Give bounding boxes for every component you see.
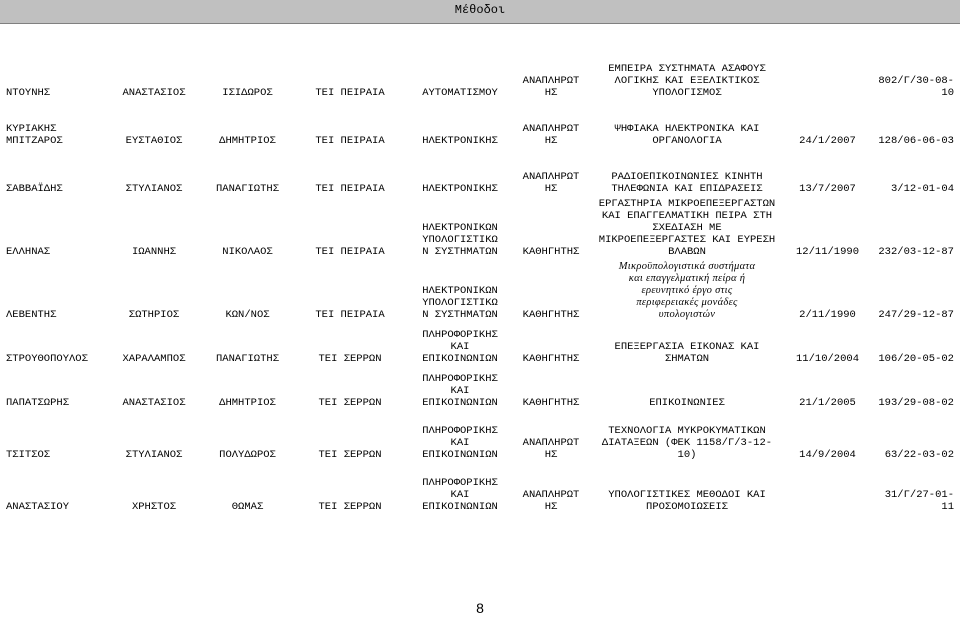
cell-surname: ΕΛΛΗΝΑΣ (6, 246, 51, 258)
cell-surname: ΚΥΡΙΑΚΗΣ ΜΠΙΤΖΑΡΟΣ (6, 123, 63, 147)
cell-department: ΑΥΤΟΜΑΤΙΣΜΟΥ (422, 87, 498, 99)
cell-rank: ΑΝΑΠΛΗΡΩΤ ΗΣ (522, 123, 580, 147)
cell-date (787, 464, 868, 516)
cell-institution: ΤΕΙ ΠΕΙΡΑΙΑ (315, 309, 385, 321)
header-bar (0, 0, 960, 24)
faculty-table (0, 40, 960, 516)
cell-fek: 31/Γ/27-01- 11 (884, 489, 954, 513)
cell-date: 13/7/2007 (799, 183, 856, 195)
cell-fek: 106/20-05-02 (878, 353, 954, 365)
cell-father-name: ΝΙΚΟΛΑΟΣ (222, 246, 273, 258)
header-title: Μέθοδοι (454, 3, 506, 17)
cell-subject: ΕΜΠΕΙΡΑ ΣΥΣΤΗΜΑΤΑ ΑΣΑΦΟΥΣ ΛΟΓΙΚΗΣ ΚΑΙ ΕΞΕΛΙΚΤΙΚΟΣ ΥΠΟΛΟΓΙΣΜΟΣ (608, 63, 766, 99)
table-row (0, 412, 960, 464)
table-row (0, 198, 960, 261)
cell-fek: 128/06-06-03 (878, 135, 954, 147)
cell-date: 21/1/2005 (799, 397, 856, 409)
table-row (0, 40, 960, 102)
cell-fek: 193/29-08-02 (878, 397, 954, 409)
cell-department: ΗΛΕΚΤΡΟΝΙΚΩΝ ΥΠΟΛΟΓΙΣΤΙΚΩ Ν ΣΥΣΤΗΜΑΤΩΝ (422, 285, 498, 321)
cell-first-name: ΧΡΗΣΤΟΣ (131, 501, 177, 513)
cell-subject: ΕΠΕΞΕΡΓΑΣΙΑ ΕΙΚΟΝΑΣ ΚΑΙ ΣΗΜΑΤΩΝ (614, 341, 760, 365)
cell-subject: ΕΡΓΑΣΤΗΡΙΑ ΜΙΚΡΟΕΠΕΞΕΡΓΑΣΤΩΝ ΚΑΙ ΕΠΑΓΓΕΛΜΑΤΙΚΗ ΠΕΙΡΑ ΣΤΗ ΣΧΕΔΙΑΣΗ ΜΕ ΜΙΚΡΟΕΠΕΞΕΡΓΑΣΤΕΣ ΚΑΙ ΕΥΡΕΣΗ ΒΛΑΒΩΝ (598, 198, 776, 258)
cell-father-name: ΔΗΜΗΤΡΙΟΣ (219, 135, 276, 147)
cell-rank: ΚΑΘΗΓΗΤΗΣ (522, 397, 580, 409)
cell-institution: ΤΕΙ ΣΕΡΡΩΝ (318, 353, 382, 365)
cell-department: ΠΛΗΡΟΦΟΡΙΚΗΣ ΚΑΙ ΕΠΙΚΟΙΝΩΝΙΩΝ (422, 329, 498, 365)
cell-department: ΗΛΕΚΤΡΟΝΙΚΗΣ (422, 183, 498, 195)
cell-institution: ΤΕΙ ΠΕΙΡΑΙΑ (315, 135, 385, 147)
cell-surname: ΑΝΑΣΤΑΣΙΟΥ (6, 501, 70, 513)
cell-department: ΠΛΗΡΟΦΟΡΙΚΗΣ ΚΑΙ ΕΠΙΚΟΙΝΩΝΙΩΝ (422, 373, 498, 409)
cell-department: ΠΛΗΡΟΦΟΡΙΚΗΣ ΚΑΙ ΕΠΙΚΟΙΝΩΝΙΩΝ (422, 477, 498, 513)
cell-rank: ΚΑΘΗΓΗΤΗΣ (522, 246, 580, 258)
cell-first-name: ΣΩΤΗΡΙΟΣ (128, 309, 180, 321)
cell-first-name: ΑΝΑΣΤΑΣΙΟΣ (122, 397, 186, 409)
cell-first-name: ΣΤΥΛΙΑΝΟΣ (125, 183, 183, 195)
cell-institution: ΤΕΙ ΣΕΡΡΩΝ (318, 501, 382, 513)
table-row (0, 261, 960, 324)
cell-fek: 3/12-01-04 (890, 183, 954, 195)
cell-date (787, 40, 868, 102)
cell-fek: 247/29-12-87 (878, 309, 954, 321)
cell-rank: ΚΑΘΗΓΗΤΗΣ (522, 309, 580, 321)
cell-father-name: ΚΩΝ/ΝΟΣ (225, 309, 270, 321)
cell-surname: ΣΑΒΒΑΪΔΗΣ (6, 183, 63, 195)
cell-surname: ΣΤΡΟΥΘΟΠΟΥΛΟΣ (6, 353, 88, 365)
cell-father-name: ΔΗΜΗΤΡΙΟΣ (219, 397, 276, 409)
cell-institution: ΤΕΙ ΠΕΙΡΑΙΑ (315, 246, 385, 258)
cell-rank: ΑΝΑΠΛΗΡΩΤ ΗΣ (522, 489, 580, 513)
table-row (0, 324, 960, 368)
table-row (0, 368, 960, 412)
cell-surname: ΝΤΟΥΝΗΣ (6, 87, 51, 99)
cell-first-name: ΣΤΥΛΙΑΝΟΣ (125, 449, 183, 461)
cell-rank: ΑΝΑΠΛΗΡΩΤ ΗΣ (522, 171, 580, 195)
cell-rank: ΑΝΑΠΛΗΡΩΤ ΗΣ (522, 437, 580, 461)
cell-date: 14/9/2004 (799, 449, 856, 461)
cell-father-name: ΠΑΝΑΓΙΩΤΗΣ (215, 183, 279, 195)
cell-first-name: ΑΝΑΣΤΑΣΙΟΣ (122, 87, 186, 99)
cell-institution: ΤΕΙ ΠΕΙΡΑΙΑ (315, 183, 385, 195)
cell-father-name: ΠΟΛΥΔΩΡΟΣ (219, 449, 276, 461)
cell-subject: ΕΠΙΚΟΙΝΩΝΙΕΣ (649, 397, 725, 409)
cell-surname: ΤΣΙΤΣΟΣ (6, 449, 51, 461)
cell-rank: ΑΝΑΠΛΗΡΩΤ ΗΣ (522, 75, 580, 99)
cell-first-name: ΕΥΣΤΑΘΙΟΣ (125, 135, 183, 147)
cell-subject: Μικροϋπολογιστικά συστήματα και επαγγελματική πείρα ή ερευνητικό έργο στις περιφερειακές μονάδες υπολογιστών (618, 261, 756, 320)
cell-subject: ΤΕΧΝΟΛΟΓΙΑ ΜΥΚΡΟΚΥΜΑΤΙΚΩΝ ΔΙΑΤΑΞΕΩΝ (ΦΕΚ 1158/Γ/3-12- 10) (601, 425, 773, 461)
cell-fek: 802/Γ/30-08- 10 (878, 75, 954, 99)
cell-department: ΗΛΕΚΤΡΟΝΙΚΗΣ (422, 135, 498, 147)
cell-surname: ΛΕΒΕΝΤΗΣ (6, 309, 57, 321)
cell-first-name: ΧΑΡΑΛΑΜΠΟΣ (122, 353, 186, 365)
cell-fek: 232/03-12-87 (878, 246, 954, 258)
cell-father-name: ΘΩΜΑΣ (231, 501, 264, 513)
table-row (0, 150, 960, 198)
cell-date: 11/10/2004 (795, 353, 859, 365)
cell-department: ΗΛΕΚΤΡΟΝΙΚΩΝ ΥΠΟΛΟΓΙΣΤΙΚΩ Ν ΣΥΣΤΗΜΑΤΩΝ (422, 222, 498, 258)
cell-date: 2/11/1990 (799, 309, 856, 321)
cell-institution: ΤΕΙ ΣΕΡΡΩΝ (318, 397, 382, 409)
cell-father-name: ΠΑΝΑΓΙΩΤΗΣ (215, 353, 279, 365)
cell-subject: ΨΗΦΙΑΚΑ ΗΛΕΚΤΡΟΝΙΚΑ ΚΑΙ ΟΡΓΑΝΟΛΟΓΙΑ (614, 123, 760, 147)
cell-institution: ΤΕΙ ΣΕΡΡΩΝ (318, 449, 382, 461)
cell-date: 24/1/2007 (799, 135, 856, 147)
cell-first-name: ΙΩΑΝΝΗΣ (131, 246, 177, 258)
cell-fek: 63/22-03-02 (884, 449, 954, 461)
cell-rank: ΚΑΘΗΓΗΤΗΣ (522, 353, 580, 365)
table-row (0, 102, 960, 150)
page-number: 8 (476, 600, 484, 616)
cell-institution: ΤΕΙ ΠΕΙΡΑΙΑ (315, 87, 385, 99)
cell-subject: ΡΑΔΙΟΕΠΙΚΟΙΝΩΝΙΕΣ ΚΙΝΗΤΗ ΤΗΛΕΦΩΝΙΑ ΚΑΙ ΕΠΙΔΡΑΣΕΙΣ (611, 171, 763, 195)
table-row (0, 464, 960, 516)
cell-date: 12/11/1990 (795, 246, 859, 258)
cell-department: ΠΛΗΡΟΦΟΡΙΚΗΣ ΚΑΙ ΕΠΙΚΟΙΝΩΝΙΩΝ (422, 425, 498, 461)
cell-father-name: ΙΣΙΔΩΡΟΣ (222, 87, 273, 99)
cell-surname: ΠΑΠΑΤΣΩΡΗΣ (6, 397, 70, 409)
cell-subject: ΥΠΟΛΟΓΙΣΤΙΚΕΣ ΜΕΘΟΔΟΙ ΚΑΙ ΠΡΟΣΟΜΟΙΩΣΕΙΣ (608, 489, 766, 513)
